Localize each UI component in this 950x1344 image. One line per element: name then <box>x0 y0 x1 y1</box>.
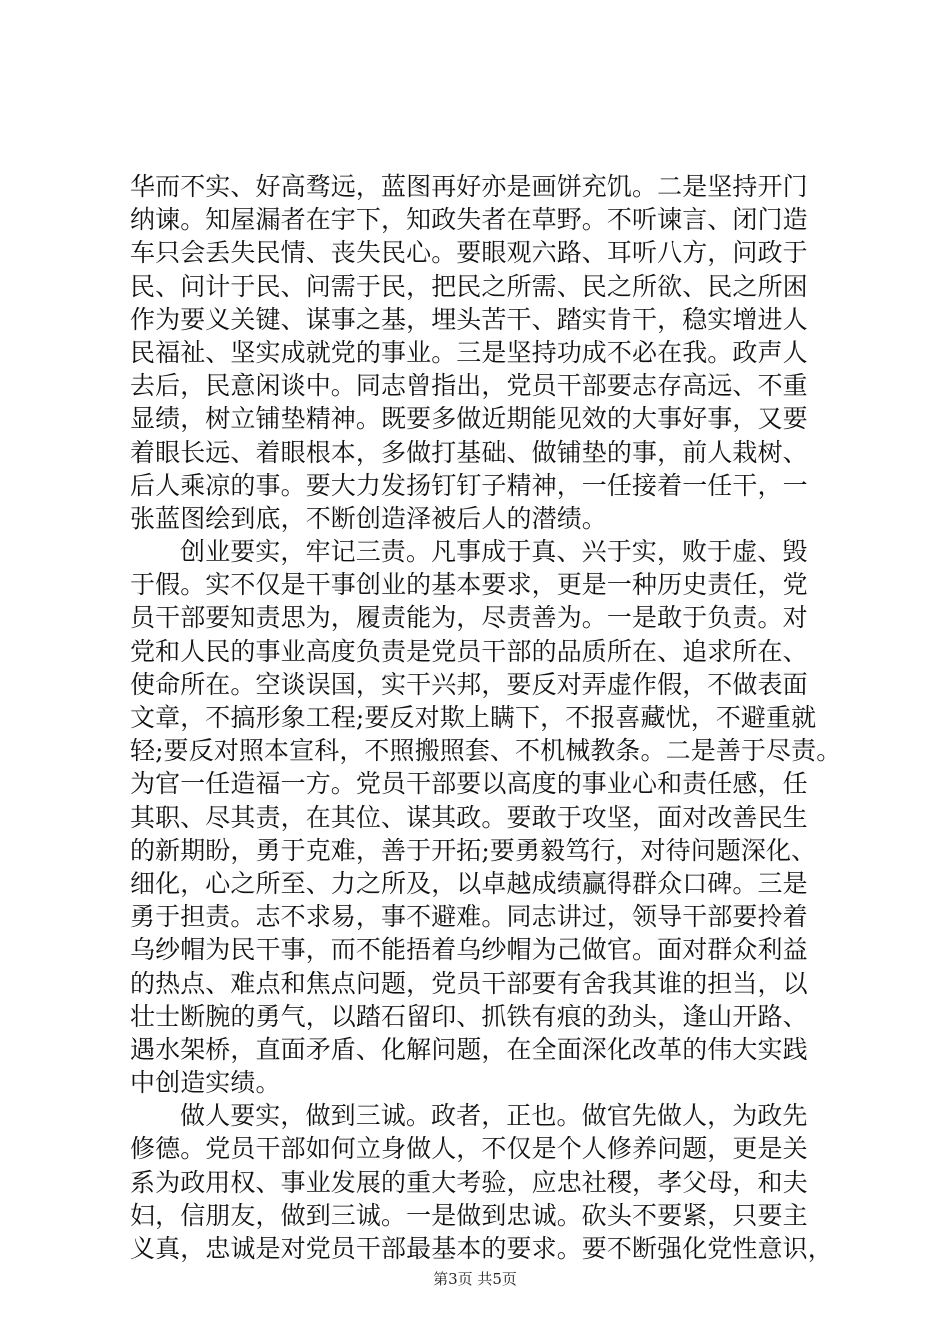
text-line: 后人乘凉的事。要大力发扬钉钉子精神，一任接着一任干，一 <box>130 470 808 500</box>
text-line: 创业要实，牢记三责。凡事成于真、兴于实，败于虚、毁 <box>180 537 808 567</box>
text-line: 华而不实、好高骛远，蓝图再好亦是画饼充饥。二是坚持开门 <box>130 172 808 201</box>
text-line: 纳谏。知屋漏者在宇下，知政失者在草野。不听谏言、闭门造 <box>130 205 808 235</box>
text-line: 义真，忠诚是对党员干部最基本的要求。要不断强化党性意识， <box>130 1234 833 1263</box>
text-line: 着眼长远、着眼根本，多做打基础、做铺垫的事，前人栽树、 <box>130 437 808 467</box>
text-line: 使命所在。空谈误国，实干兴邦，要反对弄虚作假，不做表面 <box>130 669 808 699</box>
text-line: 妇，信朋友，做到三诚。一是做到忠诚。砍头不要紧，只要主 <box>130 1200 808 1230</box>
text-line: 员干部要知责思为，履责能为，尽责善为。一是敢于负责。对 <box>130 603 808 633</box>
text-line: 系为政用权、事业发展的重大考验，应忠社稷，孝父母，和夫 <box>130 1167 808 1197</box>
text-line: 作为要义关键、谋事之基，埋头苦干、踏实肯干，稳实增进人 <box>130 304 808 334</box>
text-line: 做人要实，做到三诚。政者，正也。做官先做人，为政先 <box>180 1101 808 1131</box>
text-line: 中创造实绩。 <box>130 1068 281 1098</box>
text-line: 轻;要反对照本宣科，不照搬照套、不机械教条。二是善于尽责。 <box>130 736 842 766</box>
text-line: 张蓝图绘到底，不断创造泽被后人的潜绩。 <box>130 503 607 533</box>
text-line: 民、问计于民、问需于民，把民之所需、民之所欲、民之所困 <box>130 271 808 301</box>
text-line: 的新期盼，勇于克难，善于开拓;要勇毅笃行，对待问题深化、 <box>130 835 817 865</box>
page-footer: 第3页 共5页 <box>433 1270 517 1288</box>
text-line: 其职、尽其责，在其位、谋其政。要敢于攻坚，面对改善民生 <box>130 802 808 832</box>
text-line: 去后，民意闲谈中。同志曾指出，党员干部要志存高远、不重 <box>130 371 808 401</box>
text-line: 细化，心之所至、力之所及，以卓越成绩赢得群众口碑。三是 <box>130 868 808 898</box>
text-line: 党和人民的事业高度负责是党员干部的品质所在、追求所在、 <box>130 636 808 666</box>
text-line: 于假。实不仅是干事创业的基本要求，更是一种历史责任，党 <box>130 570 808 600</box>
text-line: 显绩，树立铺垫精神。既要多做近期能见效的大事好事，又要 <box>130 404 808 434</box>
text-line: 勇于担责。志不求易，事不避难。同志讲过，领导干部要拎着 <box>130 902 808 932</box>
text-line: 车只会丢失民情、丧失民心。要眼观六路、耳听八方，问政于 <box>130 238 808 268</box>
text-line: 文章，不搞形象工程;要反对欺上瞒下，不报喜藏忧，不避重就 <box>130 703 817 732</box>
text-line: 壮士断腕的勇气，以踏石留印、抓铁有痕的劲头，逢山开路、 <box>130 1001 808 1031</box>
text-line: 乌纱帽为民干事，而不能捂着乌纱帽为己做官。面对群众利益 <box>130 935 808 965</box>
text-line: 遇水架桥，直面矛盾、化解问题，在全面深化改革的伟大实践 <box>130 1034 808 1064</box>
text-line: 修德。党员干部如何立身做人，不仅是个人修养问题，更是关 <box>130 1134 808 1164</box>
body-text <box>130 170 842 1265</box>
text-line: 民福祉、坚实成就党的事业。三是坚持功成不必在我。政声人 <box>130 337 808 367</box>
text-line: 的热点、难点和焦点问题，党员干部要有舍我其谁的担当，以 <box>130 968 808 998</box>
text-line: 为官一任造福一方。党员干部要以高度的事业心和责任感，任 <box>130 769 808 799</box>
